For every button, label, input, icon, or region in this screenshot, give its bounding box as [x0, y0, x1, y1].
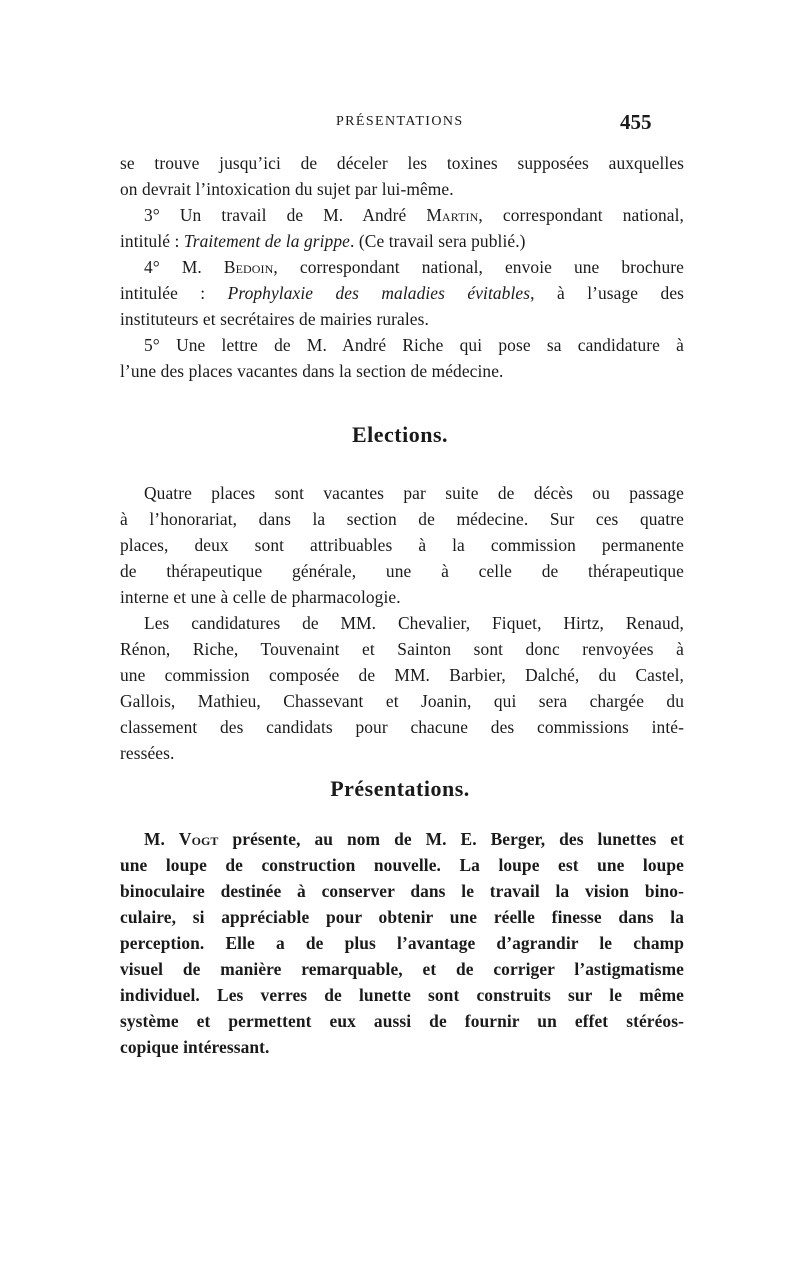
top-section	[120, 150, 684, 384]
presentations-section	[120, 826, 684, 1060]
text-line: individuel. Les verres de lunette sont construits sur le même	[120, 985, 684, 1005]
text-line: visuel de manière remarquable, et de corriger l’astigmatisme	[120, 959, 684, 979]
text-line: une commission composée de MM. Barbier, Dalché, du Castel,	[120, 665, 684, 685]
page-number: 455	[620, 110, 652, 134]
text-line: intitulé : Traitement de la grippe. (Ce travail sera publié.)	[120, 231, 526, 251]
text-line: M. Vogt présente, au nom de M. E. Berger, des lunettes et	[144, 829, 684, 849]
elections-section	[120, 480, 684, 766]
text-line: l’une des places vacantes dans la section de médecine.	[120, 361, 504, 381]
text-line: Gallois, Mathieu, Chassevant et Joanin, qui sera chargée du	[120, 691, 684, 711]
running-title: PRÉSENTATIONS	[336, 114, 464, 129]
work-title: Prophylaxie des maladies évitables	[227, 283, 531, 303]
elections-heading: Elections.	[351, 422, 449, 447]
text-line: 5° Une lettre de M. André Riche qui pose sa candidature à	[144, 335, 684, 355]
text-line: une loupe de construction nouvelle. La loupe est une loupe	[120, 855, 684, 875]
author-name: Vogt	[178, 829, 219, 849]
text-line: on devrait l’intoxication du sujet par lui-même.	[120, 179, 454, 199]
text-line: copique intéressant.	[120, 1037, 270, 1057]
text-line: binoculaire destinée à conserver dans le travail la vision bino-	[120, 881, 684, 901]
text-line: intitulée : Prophylaxie des maladies évitables, à l’usage des	[120, 283, 685, 303]
text-line: culaire, si appréciable pour obtenir une réelle finesse dans la	[120, 907, 684, 927]
text-line: 4° M. Bedoin, correspondant national, envoie une brochure	[144, 257, 684, 277]
text-line: perception. Elle a de plus l’avantage d’agrandir le champ	[120, 933, 684, 953]
text-line: classement des candidats pour chacune des commissions inté-	[120, 717, 684, 737]
author-name: Bedoin	[223, 257, 274, 277]
text-line: instituteurs et secrétaires de mairies rurales.	[120, 309, 429, 329]
text-line: places, deux sont attribuables à la commission permanente	[120, 535, 684, 555]
text-line: Les candidatures de MM. Chevalier, Fiquet, Hirtz, Renaud,	[144, 613, 684, 633]
text-line: Rénon, Riche, Touvenaint et Sainton sont donc renvoyées à	[120, 639, 684, 659]
work-title: Traitement de la grippe	[183, 231, 350, 251]
text-line: système et permettent eux aussi de fournir un effet stéréos-	[120, 1011, 684, 1031]
presentations-heading: Présentations.	[330, 776, 470, 801]
text-line: se trouve jusqu’ici de déceler les toxines supposées auxquelles	[120, 153, 684, 173]
text-line: 3° Un travail de M. André Martin, correspondant national,	[144, 205, 685, 225]
text-line: à l’honorariat, dans la section de médecine. Sur ces quatre	[120, 509, 684, 529]
text-line: ressées.	[120, 743, 175, 763]
running-head	[0, 110, 800, 140]
text-line: Quatre places sont vacantes par suite de décès ou passage	[144, 483, 684, 503]
text-line: interne et une à celle de pharmacologie.	[120, 587, 401, 607]
text-line: de thérapeutique générale, une à celle de thérapeutique	[120, 561, 684, 581]
author-name: Martin	[426, 205, 479, 225]
